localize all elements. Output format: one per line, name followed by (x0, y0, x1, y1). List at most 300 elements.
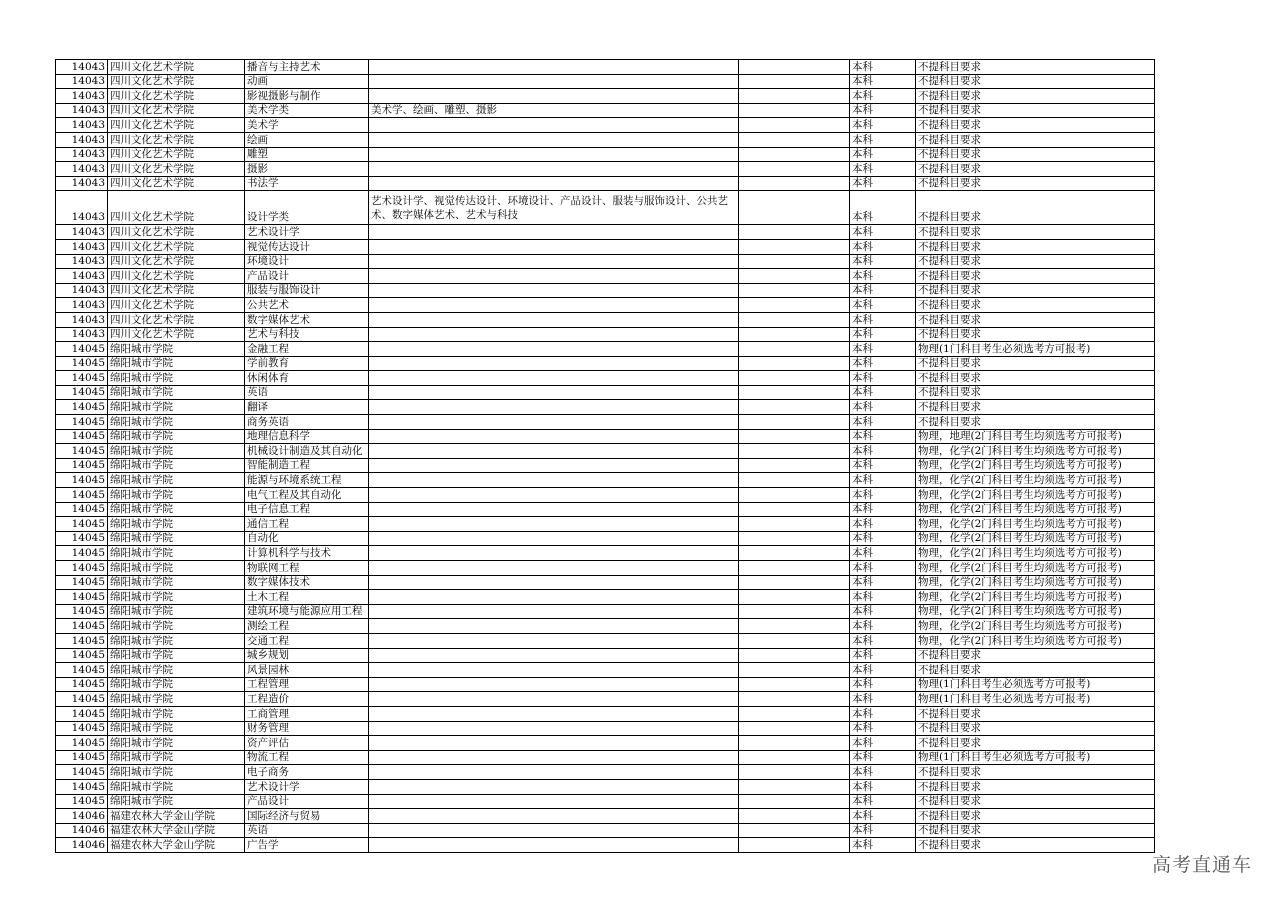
included-majors-cell (369, 648, 739, 663)
subject-requirement-cell: 物理，化学(2门科目考生均须选考方可报考) (916, 488, 1155, 503)
subject-requirement-cell: 不提科目要求 (916, 60, 1155, 75)
notes-cell (739, 488, 850, 503)
school-code-cell: 14045 (56, 342, 108, 357)
major-name-cell: 播音与主持艺术 (245, 60, 369, 75)
table-row (56, 561, 1155, 576)
subject-requirement-cell: 不提科目要求 (916, 176, 1155, 191)
table-row (56, 74, 1155, 89)
school-code-cell: 14046 (56, 823, 108, 838)
level-cell: 本科 (850, 502, 916, 517)
school-name-cell: 四川文化艺术学院 (108, 147, 245, 162)
table-row (56, 239, 1155, 254)
level-cell: 本科 (850, 298, 916, 313)
table-row (56, 60, 1155, 75)
subject-requirement-cell: 不提科目要求 (916, 225, 1155, 240)
subject-requirement-cell: 不提科目要求 (916, 721, 1155, 736)
school-code-cell: 14045 (56, 385, 108, 400)
level-cell: 本科 (850, 473, 916, 488)
school-code-cell: 14043 (56, 74, 108, 89)
major-name-cell: 英语 (245, 823, 369, 838)
included-majors-cell (369, 298, 739, 313)
school-code-cell: 14045 (56, 590, 108, 605)
level-cell: 本科 (850, 809, 916, 824)
subject-requirement-cell: 不提科目要求 (916, 103, 1155, 118)
notes-cell (739, 191, 850, 225)
table-row (56, 225, 1155, 240)
school-code-cell: 14043 (56, 118, 108, 133)
level-cell: 本科 (850, 619, 916, 634)
school-code-cell: 14043 (56, 162, 108, 177)
school-name-cell: 绵阳城市学院 (108, 415, 245, 430)
major-name-cell: 商务英语 (245, 415, 369, 430)
major-name-cell: 资产评估 (245, 736, 369, 751)
school-code-cell: 14043 (56, 191, 108, 225)
included-majors-cell (369, 342, 739, 357)
major-name-cell: 交通工程 (245, 633, 369, 648)
included-majors-cell (369, 619, 739, 634)
level-cell: 本科 (850, 225, 916, 240)
school-name-cell: 四川文化艺术学院 (108, 239, 245, 254)
school-name-cell: 绵阳城市学院 (108, 371, 245, 386)
table-row (56, 312, 1155, 327)
included-majors-cell (369, 838, 739, 853)
school-code-cell: 14043 (56, 283, 108, 298)
included-majors-cell (369, 118, 739, 133)
major-name-cell: 产品设计 (245, 794, 369, 809)
included-majors-cell (369, 765, 739, 780)
notes-cell (739, 838, 850, 853)
included-majors-cell (369, 750, 739, 765)
school-name-cell: 绵阳城市学院 (108, 473, 245, 488)
major-name-cell: 影视摄影与制作 (245, 89, 369, 104)
subject-requirement-cell: 物理(1门科目考生必须选考方可报考) (916, 342, 1155, 357)
subject-requirement-cell: 不提科目要求 (916, 371, 1155, 386)
table-row (56, 147, 1155, 162)
table-row (56, 488, 1155, 503)
school-code-cell: 14043 (56, 239, 108, 254)
notes-cell (739, 794, 850, 809)
subject-requirement-cell: 不提科目要求 (916, 132, 1155, 147)
school-name-cell: 绵阳城市学院 (108, 546, 245, 561)
included-majors-cell (369, 385, 739, 400)
major-name-cell: 工商管理 (245, 706, 369, 721)
notes-cell (739, 89, 850, 104)
school-name-cell: 四川文化艺术学院 (108, 118, 245, 133)
subject-requirement-cell: 不提科目要求 (916, 74, 1155, 89)
table-row (56, 283, 1155, 298)
subject-requirement-cell: 不提科目要求 (916, 765, 1155, 780)
major-name-cell: 广告学 (245, 838, 369, 853)
watermark: 高考直通车 (1151, 854, 1252, 876)
table-row (56, 736, 1155, 751)
subject-requirement-cell: 不提科目要求 (916, 89, 1155, 104)
major-name-cell: 美术学类 (245, 103, 369, 118)
subject-requirement-cell: 物理(1门科目考生必须选考方可报考) (916, 692, 1155, 707)
included-majors-cell (369, 176, 739, 191)
table-row (56, 176, 1155, 191)
included-majors-cell (369, 561, 739, 576)
subject-requirement-cell: 物理(1门科目考生必须选考方可报考) (916, 677, 1155, 692)
major-name-cell: 艺术设计学 (245, 225, 369, 240)
level-cell: 本科 (850, 838, 916, 853)
notes-cell (739, 371, 850, 386)
subject-requirement-cell: 物理，化学(2门科目考生均须选考方可报考) (916, 473, 1155, 488)
major-name-cell: 艺术设计学 (245, 779, 369, 794)
school-name-cell: 四川文化艺术学院 (108, 74, 245, 89)
subject-requirement-cell: 不提科目要求 (916, 312, 1155, 327)
notes-cell (739, 312, 850, 327)
subject-requirement-cell: 不提科目要求 (916, 283, 1155, 298)
school-name-cell: 福建农林大学金山学院 (108, 809, 245, 824)
notes-cell (739, 162, 850, 177)
table-row (56, 269, 1155, 284)
major-name-cell: 学前教育 (245, 356, 369, 371)
table-row (56, 794, 1155, 809)
notes-cell (739, 327, 850, 342)
subject-requirement-cell: 物理，化学(2门科目考生均须选考方可报考) (916, 619, 1155, 634)
included-majors-cell (369, 400, 739, 415)
level-cell: 本科 (850, 604, 916, 619)
subject-requirement-cell: 不提科目要求 (916, 706, 1155, 721)
notes-cell (739, 561, 850, 576)
notes-cell (739, 677, 850, 692)
level-cell: 本科 (850, 283, 916, 298)
school-code-cell: 14045 (56, 488, 108, 503)
school-name-cell: 绵阳城市学院 (108, 706, 245, 721)
subject-requirement-cell: 不提科目要求 (916, 162, 1155, 177)
included-majors-cell (369, 809, 739, 824)
subject-requirement-cell: 不提科目要求 (916, 118, 1155, 133)
major-name-cell: 测绘工程 (245, 619, 369, 634)
school-name-cell: 绵阳城市学院 (108, 648, 245, 663)
school-code-cell: 14045 (56, 692, 108, 707)
major-name-cell: 财务管理 (245, 721, 369, 736)
subject-requirement-cell: 不提科目要求 (916, 385, 1155, 400)
table-row (56, 823, 1155, 838)
table-row (56, 779, 1155, 794)
school-code-cell: 14045 (56, 415, 108, 430)
subject-requirement-cell: 物理，化学(2门科目考生均须选考方可报考) (916, 561, 1155, 576)
table-row (56, 809, 1155, 824)
included-majors-cell (369, 312, 739, 327)
table-row (56, 458, 1155, 473)
table-row (56, 502, 1155, 517)
notes-cell (739, 473, 850, 488)
level-cell: 本科 (850, 794, 916, 809)
level-cell: 本科 (850, 736, 916, 751)
level-cell: 本科 (850, 118, 916, 133)
level-cell: 本科 (850, 823, 916, 838)
school-name-cell: 绵阳城市学院 (108, 692, 245, 707)
school-code-cell: 14045 (56, 663, 108, 678)
included-majors-cell: 艺术设计学、视觉传达设计、环境设计、产品设计、服装与服饰设计、公共艺术、数字媒体艺术、艺术与科技 (369, 191, 739, 225)
school-name-cell: 绵阳城市学院 (108, 531, 245, 546)
subject-requirement-cell: 不提科目要求 (916, 254, 1155, 269)
subject-requirement-cell: 不提科目要求 (916, 356, 1155, 371)
notes-cell (739, 706, 850, 721)
major-name-cell: 物联网工程 (245, 561, 369, 576)
school-code-cell: 14045 (56, 604, 108, 619)
level-cell: 本科 (850, 429, 916, 444)
major-name-cell: 翻译 (245, 400, 369, 415)
major-name-cell: 物流工程 (245, 750, 369, 765)
included-majors-cell (369, 546, 739, 561)
level-cell: 本科 (850, 312, 916, 327)
subject-requirement-cell: 不提科目要求 (916, 415, 1155, 430)
major-name-cell: 英语 (245, 385, 369, 400)
included-majors-cell (369, 415, 739, 430)
included-majors-cell (369, 590, 739, 605)
subject-requirement-cell: 不提科目要求 (916, 838, 1155, 853)
school-code-cell: 14045 (56, 561, 108, 576)
school-name-cell: 绵阳城市学院 (108, 736, 245, 751)
school-code-cell: 14045 (56, 429, 108, 444)
school-name-cell: 绵阳城市学院 (108, 400, 245, 415)
school-code-cell: 14046 (56, 838, 108, 853)
subject-requirement-cell: 物理，化学(2门科目考生均须选考方可报考) (916, 604, 1155, 619)
level-cell: 本科 (850, 269, 916, 284)
school-code-cell: 14045 (56, 400, 108, 415)
subject-requirement-cell: 物理，化学(2门科目考生均须选考方可报考) (916, 517, 1155, 532)
school-name-cell: 四川文化艺术学院 (108, 191, 245, 225)
included-majors-cell (369, 371, 739, 386)
included-majors-cell (369, 239, 739, 254)
notes-cell (739, 663, 850, 678)
notes-cell (739, 633, 850, 648)
level-cell: 本科 (850, 488, 916, 503)
included-majors-cell (369, 444, 739, 459)
school-code-cell: 14043 (56, 298, 108, 313)
table-row (56, 706, 1155, 721)
major-name-cell: 城乡规划 (245, 648, 369, 663)
major-name-cell: 自动化 (245, 531, 369, 546)
table-row (56, 531, 1155, 546)
table-row (56, 648, 1155, 663)
level-cell: 本科 (850, 103, 916, 118)
included-majors-cell (369, 132, 739, 147)
notes-cell (739, 692, 850, 707)
subject-requirement-cell: 不提科目要求 (916, 779, 1155, 794)
school-name-cell: 绵阳城市学院 (108, 633, 245, 648)
subject-requirements-table (55, 59, 1155, 853)
major-name-cell: 动画 (245, 74, 369, 89)
table-row (56, 517, 1155, 532)
school-name-cell: 绵阳城市学院 (108, 561, 245, 576)
included-majors-cell (369, 502, 739, 517)
table-row (56, 342, 1155, 357)
school-code-cell: 14045 (56, 765, 108, 780)
table-row (56, 692, 1155, 707)
notes-cell (739, 648, 850, 663)
included-majors-cell (369, 779, 739, 794)
table-row (56, 619, 1155, 634)
school-name-cell: 福建农林大学金山学院 (108, 823, 245, 838)
included-majors-cell (369, 60, 739, 75)
subject-requirement-cell: 不提科目要求 (916, 298, 1155, 313)
school-name-cell: 四川文化艺术学院 (108, 60, 245, 75)
table-row (56, 750, 1155, 765)
school-code-cell: 14043 (56, 89, 108, 104)
school-code-cell: 14045 (56, 779, 108, 794)
major-name-cell: 电子信息工程 (245, 502, 369, 517)
included-majors-cell (369, 663, 739, 678)
school-code-cell: 14045 (56, 517, 108, 532)
major-name-cell: 书法学 (245, 176, 369, 191)
level-cell: 本科 (850, 706, 916, 721)
subject-requirement-cell: 物理，化学(2门科目考生均须选考方可报考) (916, 458, 1155, 473)
table-row (56, 89, 1155, 104)
level-cell: 本科 (850, 546, 916, 561)
school-code-cell: 14045 (56, 633, 108, 648)
level-cell: 本科 (850, 779, 916, 794)
included-majors-cell (369, 488, 739, 503)
notes-cell (739, 103, 850, 118)
subject-requirement-cell: 不提科目要求 (916, 823, 1155, 838)
school-code-cell: 14045 (56, 575, 108, 590)
level-cell: 本科 (850, 60, 916, 75)
school-name-cell: 绵阳城市学院 (108, 677, 245, 692)
major-name-cell: 环境设计 (245, 254, 369, 269)
level-cell: 本科 (850, 162, 916, 177)
school-code-cell: 14045 (56, 458, 108, 473)
subject-requirement-cell: 物理，化学(2门科目考生均须选考方可报考) (916, 546, 1155, 561)
table-row (56, 721, 1155, 736)
notes-cell (739, 254, 850, 269)
major-name-cell: 产品设计 (245, 269, 369, 284)
notes-cell (739, 429, 850, 444)
level-cell: 本科 (850, 74, 916, 89)
school-code-cell: 14045 (56, 721, 108, 736)
notes-cell (739, 765, 850, 780)
major-name-cell: 雕塑 (245, 147, 369, 162)
level-cell: 本科 (850, 327, 916, 342)
school-name-cell: 四川文化艺术学院 (108, 269, 245, 284)
school-name-cell: 绵阳城市学院 (108, 488, 245, 503)
included-majors-cell (369, 283, 739, 298)
included-majors-cell (369, 254, 739, 269)
subject-requirement-cell: 不提科目要求 (916, 239, 1155, 254)
major-name-cell: 能源与环境系统工程 (245, 473, 369, 488)
table-row (56, 118, 1155, 133)
included-majors-cell (369, 706, 739, 721)
school-name-cell: 绵阳城市学院 (108, 590, 245, 605)
notes-cell (739, 721, 850, 736)
included-majors-cell (369, 736, 739, 751)
school-code-cell: 14045 (56, 444, 108, 459)
school-name-cell: 四川文化艺术学院 (108, 327, 245, 342)
table-row (56, 444, 1155, 459)
notes-cell (739, 546, 850, 561)
included-majors-cell (369, 89, 739, 104)
school-name-cell: 福建农林大学金山学院 (108, 838, 245, 853)
table-row (56, 546, 1155, 561)
notes-cell (739, 225, 850, 240)
major-name-cell: 风景园林 (245, 663, 369, 678)
table-row (56, 838, 1155, 853)
school-name-cell: 四川文化艺术学院 (108, 103, 245, 118)
level-cell: 本科 (850, 356, 916, 371)
school-name-cell: 绵阳城市学院 (108, 356, 245, 371)
school-name-cell: 四川文化艺术学院 (108, 254, 245, 269)
school-code-cell: 14045 (56, 502, 108, 517)
level-cell: 本科 (850, 750, 916, 765)
school-name-cell: 绵阳城市学院 (108, 429, 245, 444)
notes-cell (739, 132, 850, 147)
school-name-cell: 绵阳城市学院 (108, 765, 245, 780)
subject-requirement-cell: 不提科目要求 (916, 191, 1155, 225)
school-code-cell: 14045 (56, 677, 108, 692)
school-name-cell: 绵阳城市学院 (108, 342, 245, 357)
school-name-cell: 四川文化艺术学院 (108, 176, 245, 191)
table-row (56, 385, 1155, 400)
notes-cell (739, 298, 850, 313)
school-code-cell: 14043 (56, 225, 108, 240)
level-cell: 本科 (850, 517, 916, 532)
level-cell: 本科 (850, 765, 916, 780)
included-majors-cell (369, 356, 739, 371)
table-row (56, 298, 1155, 313)
notes-cell (739, 809, 850, 824)
included-majors-cell (369, 823, 739, 838)
subject-requirement-cell: 物理(1门科目考生必须选考方可报考) (916, 750, 1155, 765)
notes-cell (739, 283, 850, 298)
table-row (56, 327, 1155, 342)
table-row (56, 677, 1155, 692)
notes-cell (739, 147, 850, 162)
subject-requirement-cell: 不提科目要求 (916, 794, 1155, 809)
included-majors-cell (369, 531, 739, 546)
major-name-cell: 机械设计制造及其自动化 (245, 444, 369, 459)
level-cell: 本科 (850, 371, 916, 386)
included-majors-cell (369, 147, 739, 162)
level-cell: 本科 (850, 239, 916, 254)
included-majors-cell (369, 575, 739, 590)
level-cell: 本科 (850, 458, 916, 473)
included-majors-cell (369, 517, 739, 532)
table-row (56, 473, 1155, 488)
major-name-cell: 数字媒体艺术 (245, 312, 369, 327)
table-row (56, 590, 1155, 605)
notes-cell (739, 269, 850, 284)
major-name-cell: 摄影 (245, 162, 369, 177)
school-name-cell: 绵阳城市学院 (108, 663, 245, 678)
school-name-cell: 绵阳城市学院 (108, 619, 245, 634)
school-code-cell: 14045 (56, 750, 108, 765)
school-name-cell: 绵阳城市学院 (108, 517, 245, 532)
notes-cell (739, 779, 850, 794)
school-code-cell: 14045 (56, 706, 108, 721)
included-majors-cell (369, 677, 739, 692)
school-code-cell: 14043 (56, 269, 108, 284)
level-cell: 本科 (850, 692, 916, 707)
level-cell: 本科 (850, 663, 916, 678)
included-majors-cell: 美术学、绘画、雕塑、摄影 (369, 103, 739, 118)
subject-requirement-cell: 不提科目要求 (916, 648, 1155, 663)
school-name-cell: 绵阳城市学院 (108, 750, 245, 765)
subject-requirement-cell: 物理，化学(2门科目考生均须选考方可报考) (916, 531, 1155, 546)
included-majors-cell (369, 162, 739, 177)
level-cell: 本科 (850, 561, 916, 576)
school-code-cell: 14043 (56, 312, 108, 327)
school-name-cell: 四川文化艺术学院 (108, 283, 245, 298)
major-name-cell: 智能制造工程 (245, 458, 369, 473)
major-name-cell: 公共艺术 (245, 298, 369, 313)
school-code-cell: 14045 (56, 356, 108, 371)
subject-requirement-cell: 物理，地理(2门科目考生均须选考方可报考) (916, 429, 1155, 444)
notes-cell (739, 118, 850, 133)
level-cell: 本科 (850, 191, 916, 225)
school-code-cell: 14045 (56, 546, 108, 561)
